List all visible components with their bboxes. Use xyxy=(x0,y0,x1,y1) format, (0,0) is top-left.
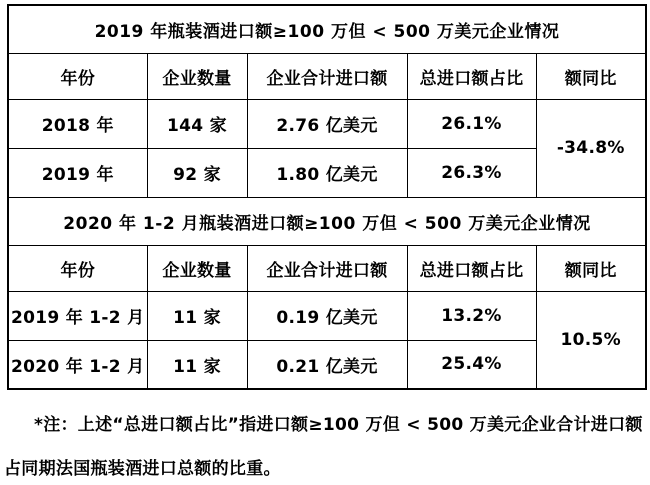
footnote-line-2: 占同期法国瓶装酒进口总额的比重。 xyxy=(4,459,281,479)
col-header-import-share: 总进口额占比 xyxy=(407,53,536,99)
cell-company-count: 11 家 xyxy=(147,340,247,389)
section-title-2019: 2019 年瓶装酒进口额≥100 万但 < 500 万美元企业情况 xyxy=(8,5,646,53)
cell-company-count: 144 家 xyxy=(147,99,247,148)
cell-year: 2018 年 xyxy=(8,99,147,148)
cell-total-import: 0.19 亿美元 xyxy=(247,291,407,340)
cell-import-share: 25.4% xyxy=(407,340,536,389)
cell-company-count: 11 家 xyxy=(147,291,247,340)
table-row xyxy=(8,291,646,340)
col-header-import-share: 总进口额占比 xyxy=(407,245,536,291)
cell-year: 2020 年 1-2 月 xyxy=(8,340,147,389)
col-header-yoy: 额同比 xyxy=(536,245,646,291)
cell-import-share: 13.2% xyxy=(407,291,536,340)
cell-year: 2019 年 xyxy=(8,148,147,197)
footnote-line-1: *注：上述“总进口额占比”指进口额≥100 万但 < 500 万美元企业合计进口额 xyxy=(34,415,643,435)
header-row-2019 xyxy=(8,53,646,99)
section-title-2020: 2020 年 1-2 月瓶装酒进口额≥100 万但 < 500 万美元企业情况 xyxy=(8,197,646,245)
section-2019 xyxy=(8,5,646,53)
section-2020 xyxy=(8,197,646,245)
footnote xyxy=(4,403,648,485)
cell-total-import: 2.76 亿美元 xyxy=(247,99,407,148)
cell-total-import: 0.21 亿美元 xyxy=(247,340,407,389)
col-header-total-import: 企业合计进口额 xyxy=(247,245,407,291)
cell-year: 2019 年 1-2 月 xyxy=(8,291,147,340)
cell-yoy-2019: -34.8% xyxy=(536,99,646,197)
cell-yoy-2020: 10.5% xyxy=(536,291,646,389)
cell-company-count: 92 家 xyxy=(147,148,247,197)
col-header-year: 年份 xyxy=(8,245,147,291)
header-row-2020 xyxy=(8,245,646,291)
col-header-company-count: 企业数量 xyxy=(147,245,247,291)
cell-import-share: 26.3% xyxy=(407,148,536,197)
cell-total-import: 1.80 亿美元 xyxy=(247,148,407,197)
col-header-year: 年份 xyxy=(8,53,147,99)
cell-import-share: 26.1% xyxy=(407,99,536,148)
col-header-yoy: 额同比 xyxy=(536,53,646,99)
col-header-total-import: 企业合计进口额 xyxy=(247,53,407,99)
wine-import-table xyxy=(7,4,647,390)
table-row xyxy=(8,99,646,148)
col-header-company-count: 企业数量 xyxy=(147,53,247,99)
